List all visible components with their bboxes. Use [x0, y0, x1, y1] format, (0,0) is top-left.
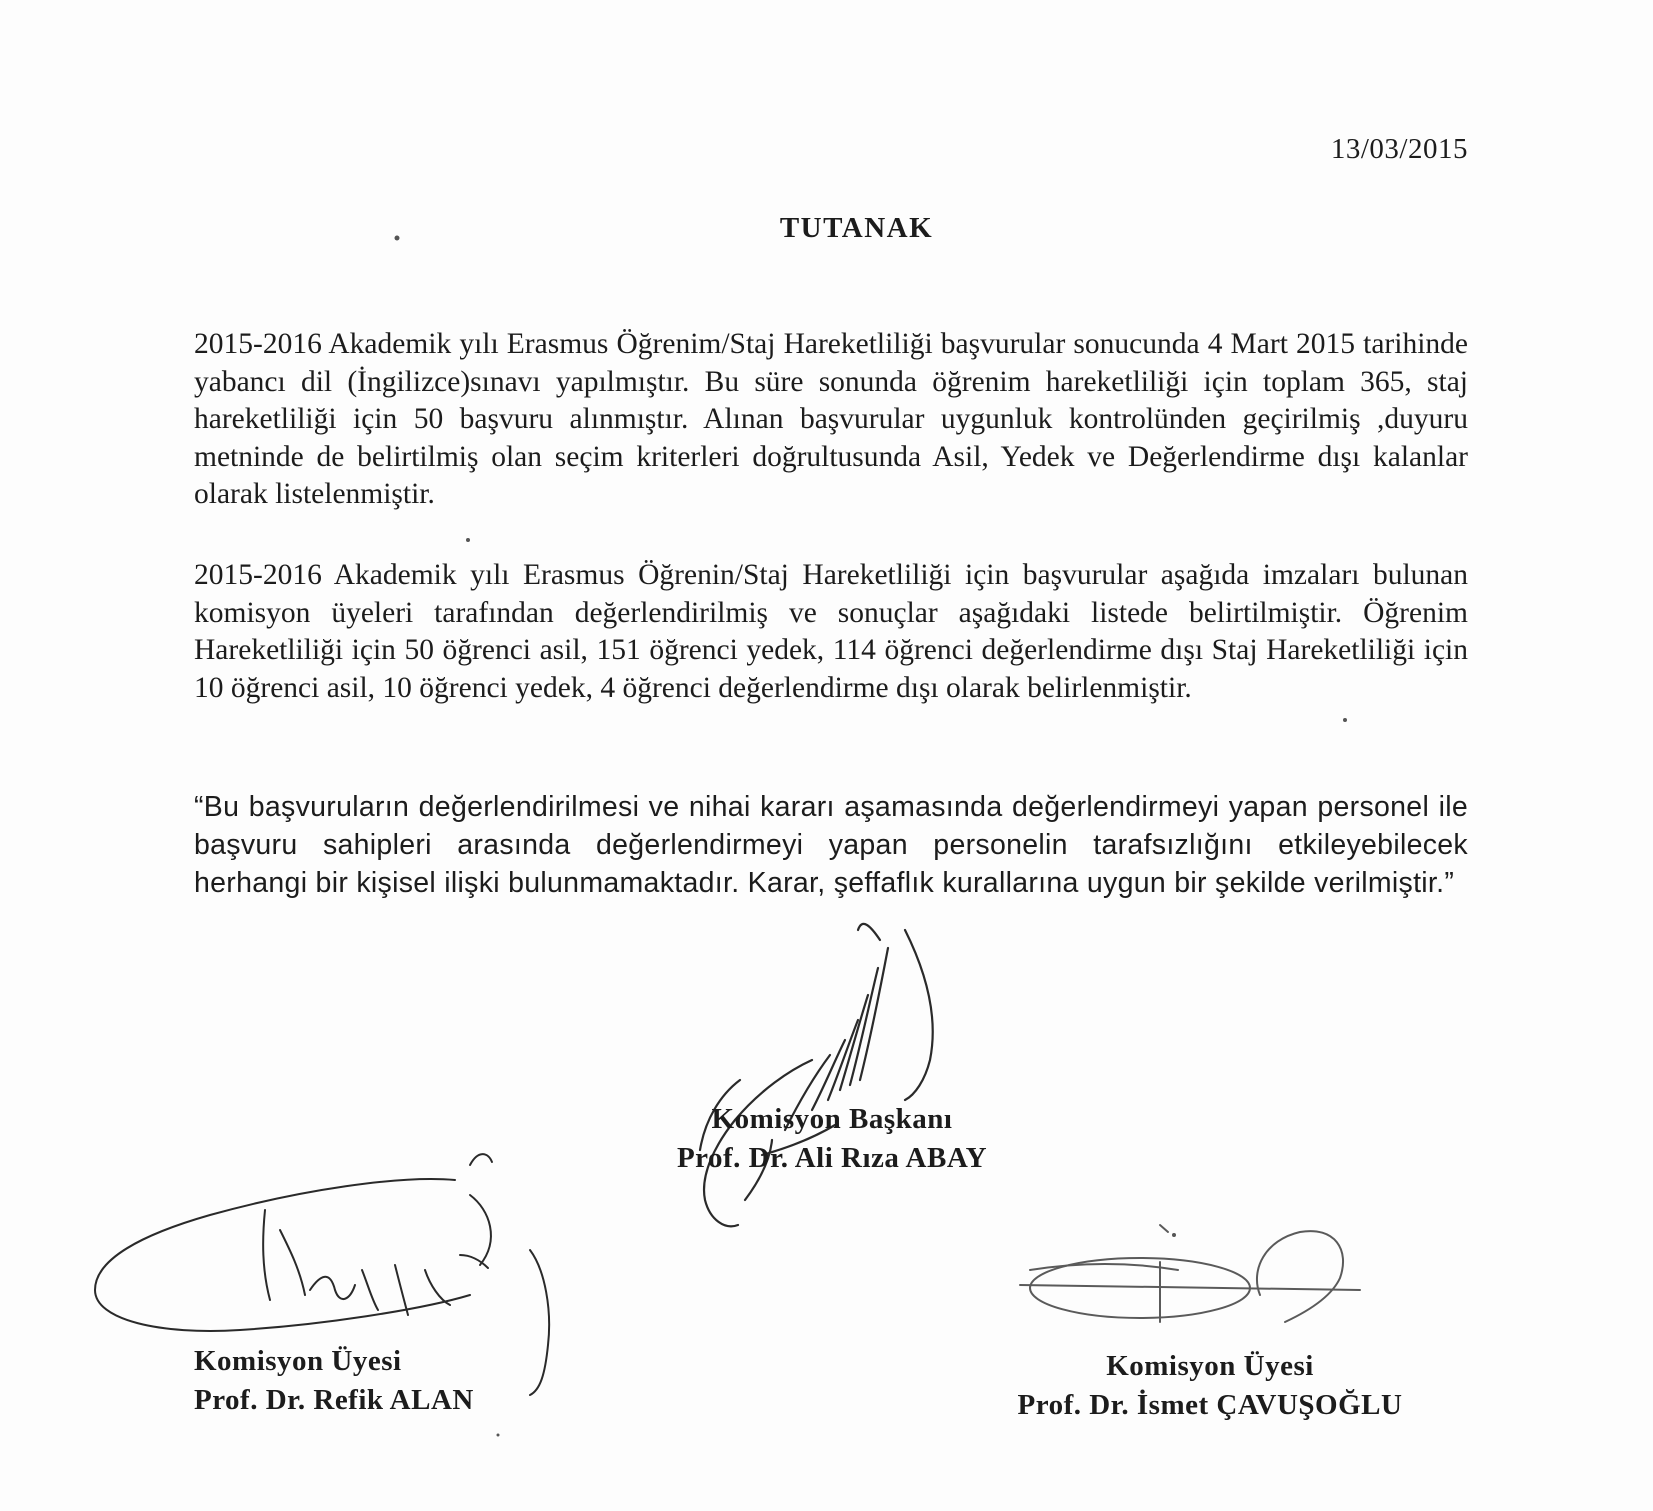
left-member-name: Prof. Dr. Refik ALAN: [194, 1384, 474, 1416]
right-member-name: Prof. Dr. İsmet ÇAVUŞOĞLU: [1017, 1389, 1403, 1421]
scan-speck: [1343, 718, 1347, 722]
scan-speck: [466, 538, 470, 542]
left-member-role: Komisyon Üyesi: [194, 1345, 402, 1377]
left-member-signature-block: [194, 1342, 474, 1420]
chair-role: Komisyon Başkanı: [711, 1103, 953, 1135]
paragraph-application-summary: 2015-2016 Akademik yılı Erasmus Öğrenim/Staj Hareketliliği başvurular sonucunda 4 Mart 2015 tarihinde yabancı dil (İngilizce)sınavı yapılmıştır. Bu süre sonunda öğrenim hareketliliği için toplam 365, staj hareketliliği için 50 başvuru alınmıştır. Alınan başvurular uygunluk kontrolünden geçirilmiş ,duyuru metninde de belirtilmiş olan seçim kriterleri doğrultusunda Asil, Yedek ve Değerlendirme dışı kalanlar olarak listelenmiştir.: [194, 328, 1468, 510]
chair-signature-drawing: [700, 924, 933, 1226]
scan-speck: [1172, 1233, 1176, 1237]
right-member-signature-block: [990, 1347, 1430, 1425]
scan-speck: [497, 1434, 500, 1437]
document-date: 13/03/2015: [1330, 133, 1468, 165]
right-member-role: Komisyon Üyesi: [1106, 1350, 1314, 1382]
chair-signature-block: [652, 1100, 1012, 1178]
paragraph-evaluation-results: 2015-2016 Akademik yılı Erasmus Öğrenin/Staj Hareketliliği için başvurular aşağıda imzaları bulunan komisyon üyeleri tarafından değerlendirilmiş ve sonuçlar aşağıdaki listede belirtilmiştir. Öğrenim Hareketliliği için 50 öğrenci asil, 151 öğrenci yedek, 114 öğrenci değerlendirme dışı Staj Hareketliliği için 10 öğrenci asil, 10 öğrenci yedek, 4 öğrenci değerlendirme dışı olarak belirlenmiştir.: [194, 559, 1468, 704]
paragraph-impartiality-statement: “Bu başvuruların değerlendirilmesi ve nihai kararı aşamasında değerlendirmeyi yapan personel ile başvuru sahipleri arasında değerlendirmeyi yapan personelin tarafsızlığını etkileyebilecek herhangi bir kişisel ilişki bulunmamaktadır. Karar, şeffaflık kurallarına uygun bir şekilde verilmiştir.”: [194, 791, 1468, 899]
right-member-signature-drawing: [1020, 1225, 1360, 1322]
document-title: TUTANAK: [779, 212, 934, 244]
chair-name: Prof. Dr. Ali Rıza ABAY: [676, 1142, 988, 1174]
